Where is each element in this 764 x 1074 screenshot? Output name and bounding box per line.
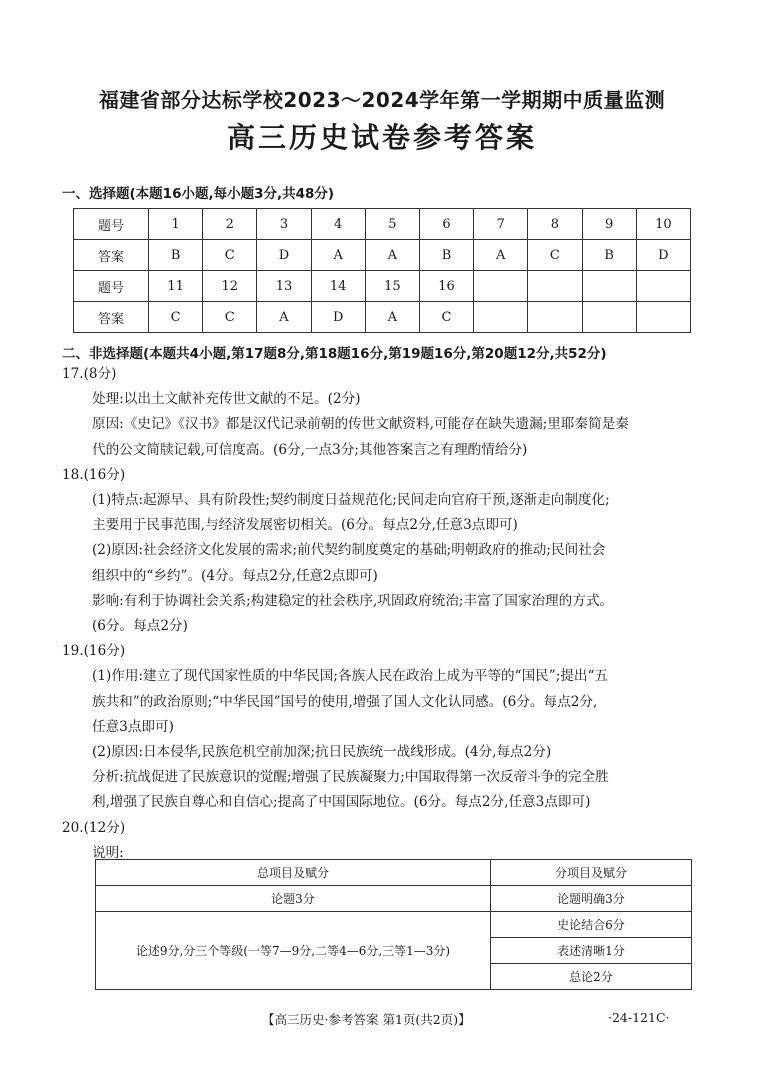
answer-line: (2)原因:社会经济文化发展的需求;前代契约制度奠定的基础;明朝政府的推动;民间社会 <box>92 542 606 559</box>
table-cell: B <box>582 240 636 271</box>
answer-line: 代的公文简牍记载,可信度高。(6分,一点3分;其他答案言之有理酌情给分) <box>92 441 528 458</box>
table-cell: 10 <box>636 209 690 240</box>
question-number: 20.(12分) <box>62 819 126 836</box>
section2-heading: 二、非选择题(本题共4小题,第17题8分,第18题16分,第19题16分,第20题12分,共52分) <box>62 346 607 362</box>
page-code: ·24-121C· <box>608 1010 670 1025</box>
choice-answer-table <box>73 208 691 333</box>
table-cell <box>582 271 636 302</box>
table-cell: 14 <box>311 271 365 302</box>
question-number: 17.(8分) <box>62 366 117 382</box>
row-header-cell: 题号 <box>74 209 149 240</box>
table-cell: C <box>528 240 582 271</box>
table-cell: 3 <box>257 209 311 240</box>
table-cell <box>582 302 636 333</box>
answer-line: 主要用于民事范围,与经济发展密切相关。(6分。每点2分,任意3点即可) <box>92 517 518 534</box>
table-cell: B <box>419 240 473 271</box>
table-cell: 16 <box>419 271 473 302</box>
answer-line: 任意3点即可) <box>92 718 174 735</box>
table-row <box>74 240 691 271</box>
table-cell: 9 <box>582 209 636 240</box>
table-cell: D <box>311 302 365 333</box>
table-cell: C <box>203 240 257 271</box>
table-cell: A <box>365 240 419 271</box>
table-cell: 11 <box>149 271 203 302</box>
table-row <box>74 302 691 333</box>
row-header-cell: 答案 <box>74 302 149 333</box>
page-title: 福建省部分达标学校2023～2024学年第一学期期中质量监测 <box>98 88 666 112</box>
rubric-table <box>95 859 692 990</box>
answer-line: 族共和”的政治原则;“中华民国”国号的使用,增强了国人文化认同感。(6分。每点2分, <box>92 693 598 710</box>
answer-line: 组织中的“乡约”。(4分。每点2分,任意2点即可) <box>92 567 378 584</box>
row-header-cell: 题号 <box>74 271 149 302</box>
table-cell <box>474 271 528 302</box>
table-cell: 7 <box>474 209 528 240</box>
rubric-col2-header: 分项目及赋分 <box>491 860 692 886</box>
table-cell: 12 <box>203 271 257 302</box>
table-cell: 13 <box>257 271 311 302</box>
rubric-thesis-detail: 论题明确3分 <box>491 886 692 912</box>
rubric-col1-header: 总项目及赋分 <box>96 860 491 886</box>
answer-line: 说明: <box>92 844 124 861</box>
table-row <box>74 271 691 302</box>
table-cell <box>474 302 528 333</box>
table-cell: D <box>636 240 690 271</box>
page-footer: 【高三历史·参考答案 第1页(共2页)】 <box>262 1012 471 1027</box>
table-cell: C <box>149 302 203 333</box>
table-cell: 4 <box>311 209 365 240</box>
table-cell <box>528 302 582 333</box>
table-cell <box>636 271 690 302</box>
table-cell: B <box>149 240 203 271</box>
table-cell: A <box>365 302 419 333</box>
table-cell: 15 <box>365 271 419 302</box>
question-number: 19.(16分) <box>62 643 126 660</box>
rubric-argument: 论述9分,分三个等级(一等7—9分,二等4—6分,三等1—3分) <box>96 912 491 990</box>
table-cell <box>636 302 690 333</box>
table-cell: A <box>474 240 528 271</box>
table-cell: 5 <box>365 209 419 240</box>
table-cell: A <box>257 302 311 333</box>
rubric-clarity: 表述清晰1分 <box>491 938 692 964</box>
table-cell: 6 <box>419 209 473 240</box>
answer-line: (1)作用:建立了现代国家性质的中华民国;各族人民在政治上成为平等的“国民”;提出“五 <box>92 668 609 685</box>
answer-line: 利,增强了民族自尊心和自信心;提高了中国国际地位。(6分。每点2分,任意3点即可) <box>92 794 591 811</box>
answer-line: (6分。每点2分) <box>92 618 188 635</box>
question-number: 18.(16分) <box>62 466 126 483</box>
answer-line: 原因:《史记》《汉书》都是汉代记录前朝的传世文献资料,可能存在缺失遗漏;里耶秦简是秦 <box>92 416 629 433</box>
row-header-cell: 答案 <box>74 240 149 271</box>
rubric-thesis: 论题3分 <box>96 886 491 912</box>
answer-body <box>62 362 702 866</box>
table-cell: D <box>257 240 311 271</box>
rubric-conclusion: 总论2分 <box>491 964 692 990</box>
section1-heading: 一、选择题(本题16小题,每小题3分,共48分) <box>62 186 335 202</box>
table-cell: 1 <box>149 209 203 240</box>
page-subtitle: 高三历史试卷参考答案 <box>226 121 537 154</box>
answer-line: 处理:以出土文献补充传世文献的不足。(2分) <box>92 391 361 408</box>
answer-line: 分析:抗战促进了民族意识的觉醒;增强了民族凝聚力;中国取得第一次反帝斗争的完全胜 <box>92 769 609 786</box>
table-cell: A <box>311 240 365 271</box>
answer-line: (1)特点:起源早、具有阶段性;契约制度日益规范化;民间走向官府干预,逐渐走向制度化; <box>92 492 610 509</box>
table-cell <box>528 271 582 302</box>
table-cell: C <box>419 302 473 333</box>
answer-line: 影响:有利于协调社会关系;构建稳定的社会秩序,巩固政府统治;丰富了国家治理的方式。 <box>92 592 614 609</box>
table-cell: 8 <box>528 209 582 240</box>
table-row <box>74 209 691 240</box>
rubric-evidence: 史论结合6分 <box>491 912 692 938</box>
table-cell: 2 <box>203 209 257 240</box>
table-cell: C <box>203 302 257 333</box>
answer-line: (2)原因:日本侵华,民族危机空前加深;抗日民族统一战线形成。(4分,每点2分) <box>92 744 552 761</box>
